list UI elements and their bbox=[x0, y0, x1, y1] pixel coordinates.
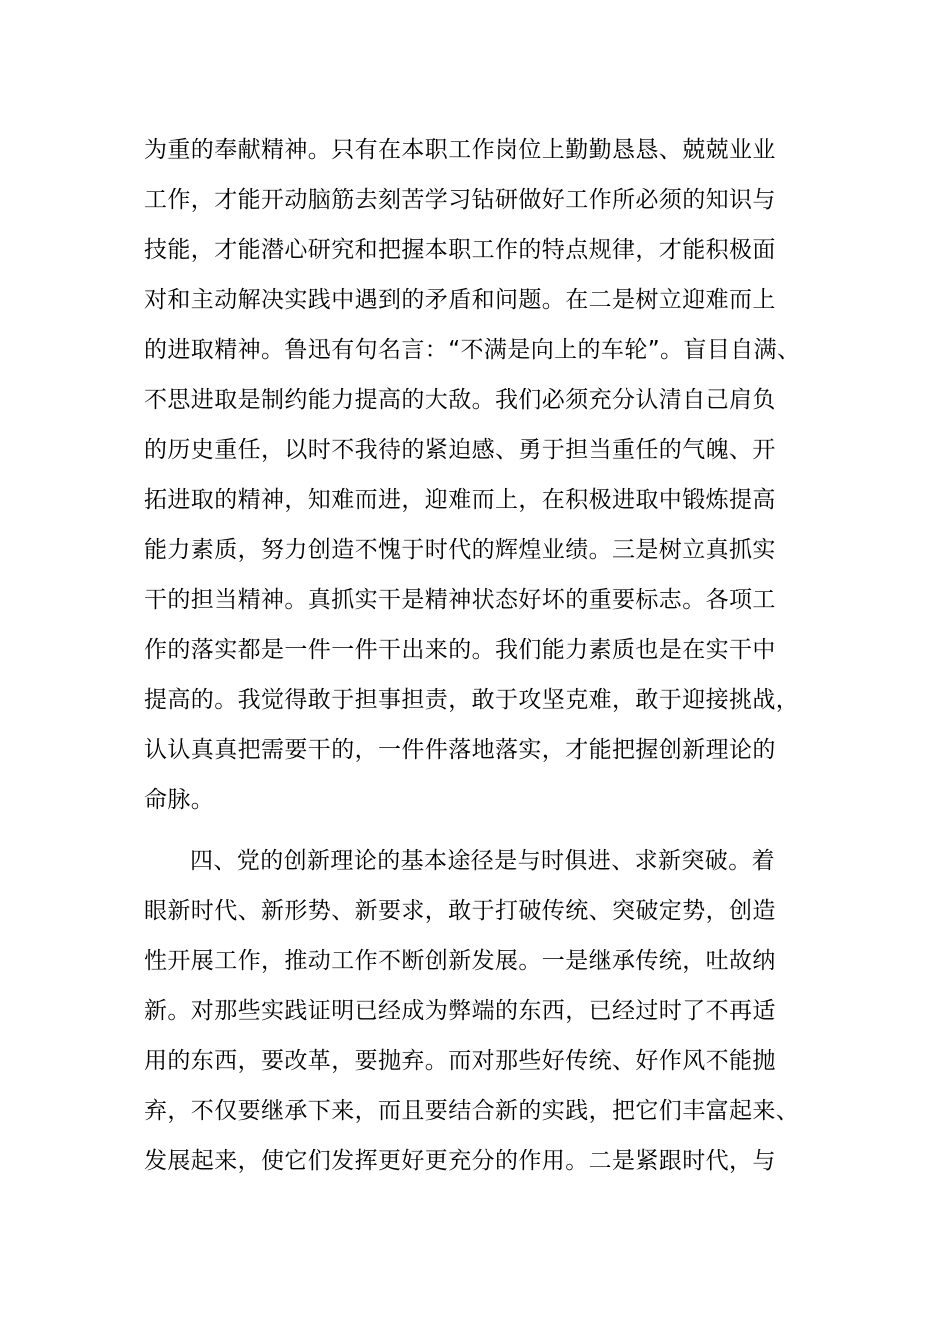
text-line: 四、党的创新理论的基本途径是与时俱进、求新突破。着 bbox=[190, 848, 775, 874]
text-line: 对和主动解决实践中遇到的矛盾和问题。在二是树立迎难而上 bbox=[144, 287, 776, 313]
text-line: 能力素质，努力创造不愧于时代的辉煌业绩。三是树立真抓实 bbox=[144, 537, 776, 563]
text-line: 不思进取是制约能力提高的大敌。我们必须充分认清自己肩负 bbox=[144, 387, 776, 413]
text-line: 拓进取的精神，知难而进，迎难而上，在积极进取中锻炼提高 bbox=[144, 487, 776, 513]
text-line: 发展起来，使它们发挥更好更充分的作用。二是紧跟时代，与 bbox=[144, 1148, 776, 1174]
text-line: 提高的。我觉得敢于担事担责，敢于攻坚克难，敢于迎接挑战， bbox=[144, 687, 800, 713]
text-line: 认认真真把需要干的，一件件落地落实，才能把握创新理论的 bbox=[144, 737, 776, 763]
text-line: 的历史重任，以时不我待的紧迫感、勇于担当重任的气魄、开 bbox=[144, 437, 776, 463]
text-line: 新。对那些实践证明已经成为弊端的东西，已经过时了不再适 bbox=[144, 998, 776, 1024]
text-line: 技能，才能潜心研究和把握本职工作的特点规律，才能积极面 bbox=[144, 237, 776, 263]
text-line: 弃，不仅要继承下来，而且要结合新的实践，把它们丰富起来、 bbox=[144, 1098, 800, 1124]
text-line: 的进取精神。鲁迅有句名言：“不满是向上的车轮”。盲目自满、 bbox=[144, 337, 801, 363]
text-line: 命脉。 bbox=[144, 787, 215, 813]
text-line: 用的东西，要改革，要抛弃。而对那些好传统、好作风不能抛 bbox=[144, 1048, 776, 1074]
text-line: 干的担当精神。真抓实干是精神状态好坏的重要标志。各项工 bbox=[144, 587, 776, 613]
text-line: 性开展工作，推动工作不断创新发展。一是继承传统，吐故纳 bbox=[144, 948, 776, 974]
paragraph-2 bbox=[144, 836, 824, 1186]
paragraph-1 bbox=[144, 125, 824, 825]
text-line: 为重的奉献精神。只有在本职工作岗位上勤勤恳恳、兢兢业业 bbox=[144, 137, 776, 163]
text-line: 作的落实都是一件一件干出来的。我们能力素质也是在实干中 bbox=[144, 637, 776, 663]
text-line: 工作，才能开动脑筋去刻苦学习钻研做好工作所必须的知识与 bbox=[144, 187, 776, 213]
text-line: 眼新时代、新形势、新要求，敢于打破传统、突破定势，创造 bbox=[144, 898, 776, 924]
